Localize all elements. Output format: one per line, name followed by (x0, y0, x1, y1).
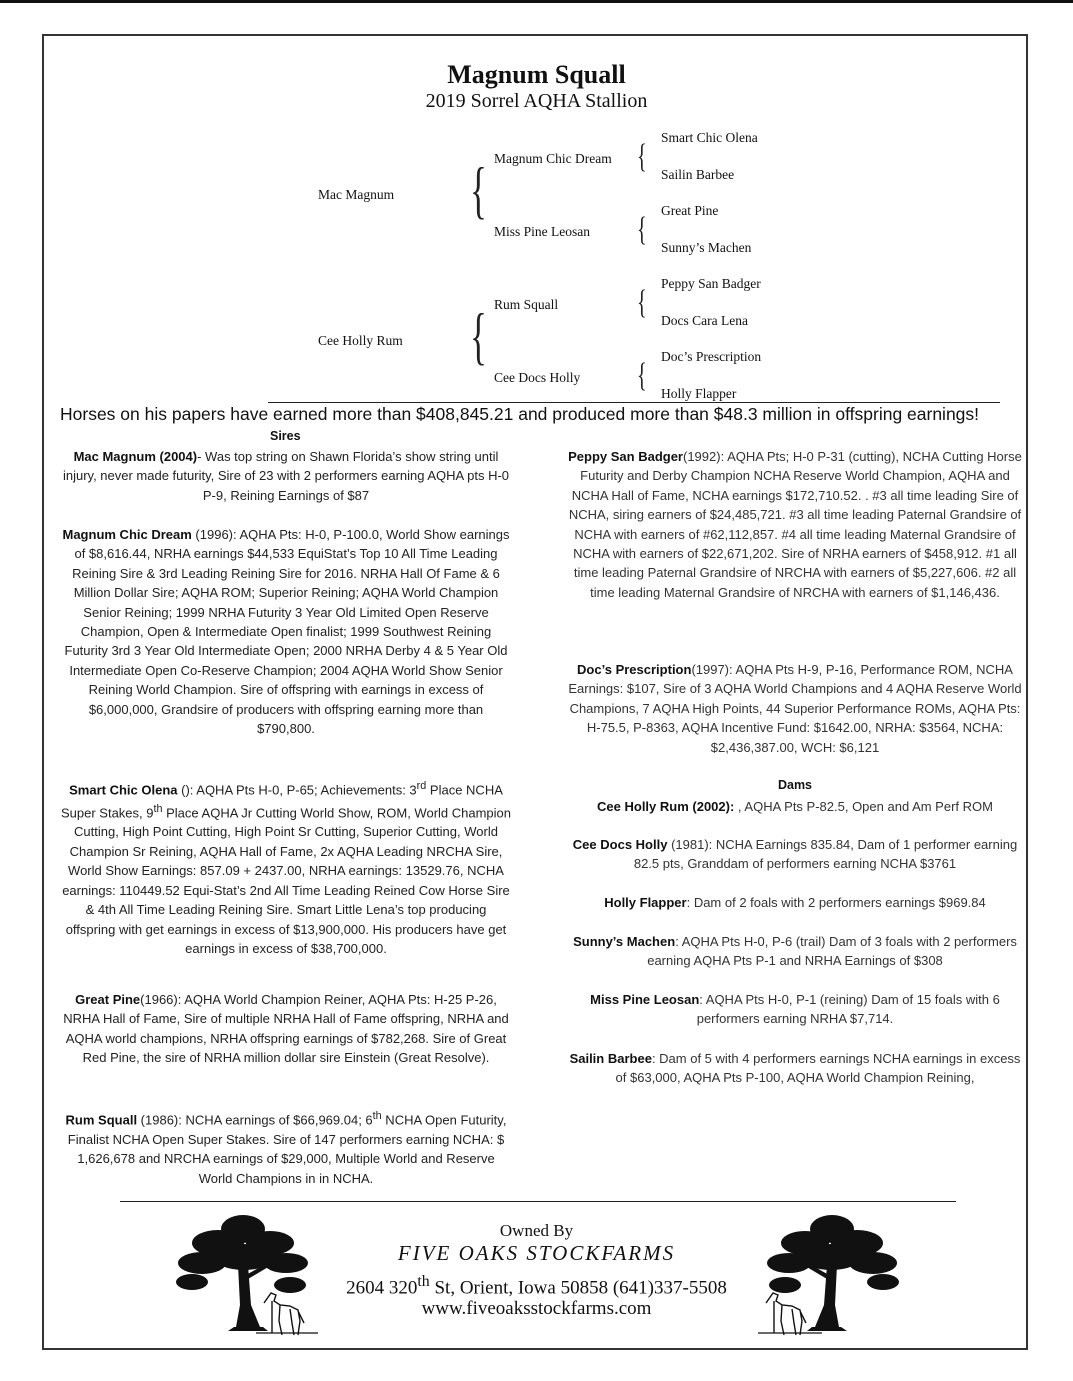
address-text: St, Orient, Iowa 50858 (641)337-5508 (429, 1277, 727, 1299)
pedigree-ggd-3: Docs Cara Lena (661, 313, 748, 328)
horse-name: Sunny’s Machen (573, 934, 676, 949)
sailin-barbee-info (568, 1049, 1022, 1088)
smart-chic-olena-info (60, 777, 512, 958)
pedigree-brace: { (470, 300, 487, 371)
farm-website: www.fiveoaksstockfarms.com (421, 1298, 652, 1319)
horse-name: Miss Pine Leosan (590, 992, 700, 1007)
pedigree-dam-sire: Rum Squall (494, 297, 559, 312)
pedigree-brace: { (637, 211, 647, 248)
pedigree-ggd-4: Holly Flapper (661, 386, 737, 401)
divider (268, 402, 1000, 403)
horse-name: Magnum Chic Dream (62, 527, 192, 542)
footer-divider (120, 1201, 956, 1202)
dams-heading: Dams (777, 778, 813, 792)
rum-squall-info (60, 1107, 512, 1188)
pedigree-ggs-2: Great Pine (661, 203, 719, 218)
horse-record: NCHA Open Futurity, Finalist NCHA Open Super Stakes. Sire of 147 performers earning NCHA: $ 1,626,678 and NRCHA earnings of $29,000, Multiple World and Reserve World Champions in in NCHA. (67, 1112, 507, 1186)
horse-record: Place AQHA Jr Cutting World Show, ROM, World Champion Cutting, High Point Cutting, High Point Sr Cutting, Superior Cutting, World Champion Sr Reining, AQHA Hall of Fame, 2x AQHA Leading NRCHA Sire, World Show Earnings: 857.09 + 2437.00, NRHA earnings: 13529.76, NCHA earnings: 110449.52 Equi-Stat’s 2nd All Time Leading Reined Cow Horse Sire & 4th All Time Leading Reining Sire. Smart Little Lena’s top producing offspring with get earnings in excess of $13,900,000. His producers have get earnings in excess of $38,700,000. (62, 805, 512, 956)
horse-record: , AQHA Pts P-82.5, Open and Am Perf ROM (734, 799, 993, 814)
horse-record: - Was top string on Shawn Florida’s show string until injury, never made futurity, Sire of 23 with 2 performers earning AQHA pts H-0 P-9, Reining Earnings of $87 (62, 449, 510, 503)
pedigree-ggd-1: Sailin Barbee (661, 167, 735, 182)
horse-record: : Dam of 5 with 4 performers earnings NCHA earnings in excess of $63,000, AQHA Pts P-100, AQHA World Champion Reining, (615, 1051, 1021, 1086)
horse-name-title: Magnum Squall (447, 60, 626, 89)
pedigree-ggd-2: Sunny’s Machen (661, 240, 752, 255)
ordinal-suffix: th (372, 1110, 382, 1122)
horse-record: : Dam of 2 foals with 2 performers earnings $969.84 (686, 895, 986, 910)
pedigree-ggs-4: Doc’s Prescription (661, 349, 762, 364)
horse-record: (1992): AQHA Pts; H-0 P-31 (cutting), NCHA Cutting Horse Futurity and Derby Champion NCHA Reserve World Champion, AQHA and NCHA Hall of Fame, NCHA earnings $172,710.52. . #3 all time leading Sire of NCHA, siring earners of $24,485,721. #3 all time leading Paternal Grandsire of NCHA with earners of #62,112,857. #4 all time leading Maternal Grandsire of NCHA with earners of $22,671,202. Sire of NRHA earners of $458,912. #1 all time leading Paternal Grandsire of NRCHA with earners of $5,227,606. #2 all time leading Maternal Grandsire of NRCHA with earners of $1,146,436. (568, 449, 1022, 600)
pedigree-sire-dam: Miss Pine Leosan (494, 224, 590, 239)
ordinal-suffix: rd (416, 780, 427, 792)
horse-record: (1981): NCHA Earnings 835.84, Dam of 1 performer earning 82.5 pts, Granddam of performers earning NCHA $3761 (633, 837, 1018, 872)
sires-heading: Sires (270, 429, 301, 443)
horse-record: (1966): AQHA World Champion Reiner, AQHA Pts: H-25 P-26, NRHA Hall of Fame, Sire of multiple NRHA Hall of Fame offspring, NRHA and AQHA world champions, NRHA offspring earnings of $782,268. Sire of Great Red Pine, the sire of NRHA million dollar sire Einstein (Great Resolve). (63, 992, 509, 1066)
pedigree-ggs-1: Smart Chic Olena (661, 130, 758, 145)
pedigree-sire: Mac Magnum (318, 187, 395, 202)
pedigree-brace: { (470, 154, 487, 225)
ordinal-suffix: th (153, 802, 163, 815)
pedigree-ggs-3: Peppy San Badger (661, 276, 761, 291)
horse-name: Cee Docs Holly (572, 837, 668, 852)
peppy-san-badger-info (568, 447, 1022, 602)
address-text: 2604 320 (346, 1277, 418, 1299)
horse-name: Mac Magnum (2004) (73, 449, 198, 464)
mac-magnum-info (60, 447, 512, 505)
horse-record: : AQHA Pts H-0, P-1 (reining) Dam of 15 foals with 6 performers earning NRHA $7,714. (696, 992, 1000, 1027)
great-pine-info (60, 990, 512, 1068)
horse-name: Cee Holly Rum (2002): (597, 799, 735, 814)
magnum-chic-dream-info (60, 525, 512, 738)
cee-holly-rum-info (568, 797, 1022, 816)
horse-record: (1997): AQHA Pts H-9, P-16, Performance ROM, NCHA Earnings: $107, Sire of 3 AQHA World Champions and 4 AQHA Reserve World Champions, 7 AQHA High Points, 44 Superior Performance ROMs, AQHA Pts: H-75.5, P-8363, AQHA Incentive Fund: $1642.00, NRHA: $3564, NCHA: $2,436,387.00, WCH: $6,121 (568, 662, 1022, 755)
horse-name: Peppy San Badger (568, 449, 683, 464)
owned-by-label: Owned By (499, 1221, 574, 1240)
pedigree-sire-sire: Magnum Chic Dream (494, 151, 612, 166)
horse-name: Doc’s Prescription (577, 662, 692, 677)
horse-record: (1996): AQHA Pts: H-0, P-100.0, World Show earnings of $8,616.44, NRHA earnings $44,533 EquiStat’s Top 10 All Time Leading Reining Sire & 3rd Leading Reining Sire for 2016. NRHA Hall Of Fame & 6 Million Dollar Sire; AQHA ROM; Superior Reining; AQHA World Champion Senior Reining; 1999 NRHA Futurity 3 Year Old Limited Open Reserve Champion, Open & Intermediate Open finalist; 1999 Southwest Reining Futurity 3rd 3 Year Old Intermediate Open; 2000 NRHA Derby 4 & 5 Year Old Intermediate Open Co-Reserve Champion; 2004 AQHA World Show Senior Reining World Champion. Sire of offspring with earnings in excess of $6,000,000, Grandsire of producers with offspring earning more than $790,800. (64, 527, 510, 737)
ordinal-suffix: th (417, 1273, 430, 1290)
docs-prescription-info (568, 660, 1022, 757)
horse-record: : AQHA Pts H-0, P-6 (trail) Dam of 3 foals with 2 performers earning AQHA Pts P-1 and NRHA Earnings of $308 (647, 934, 1017, 969)
horse-name: Holly Flapper (604, 895, 687, 910)
pedigree-brace: { (637, 138, 647, 175)
horse-description: 2019 Sorrel AQHA Stallion (425, 90, 648, 112)
horse-name: Great Pine (75, 992, 141, 1007)
earnings-headline: Horses on his papers have earned more than $408,845.21 and produced more than $48.3 million in offspring earnings! (60, 404, 980, 424)
cee-docs-holly-info (568, 835, 1022, 874)
top-rule (0, 0, 1073, 3)
horse-name: Rum Squall (65, 1112, 138, 1128)
holly-flapper-info (568, 893, 1022, 912)
pedigree-dam: Cee Holly Rum (318, 333, 403, 348)
farm-address (0, 1273, 1073, 1299)
horse-name: Sailin Barbee (569, 1051, 652, 1066)
horse-name: Smart Chic Olena (69, 782, 178, 798)
miss-pine-leosan-info (568, 990, 1022, 1029)
farm-name: FIVE OAKS STOCKFARMS (397, 1241, 676, 1265)
horse-record: Place NCHA Super Stakes, 9 (60, 782, 503, 821)
pedigree-dam-dam: Cee Docs Holly (494, 370, 581, 385)
pedigree-brace: { (637, 357, 647, 394)
horse-record: (1986): NCHA earnings of $66,969.04; 6 (137, 1112, 373, 1128)
pedigree-brace: { (637, 284, 647, 321)
sunnys-machen-info (568, 932, 1022, 971)
horse-record: (): AQHA Pts H-0, P-65; Achievements: 3 (177, 782, 417, 798)
